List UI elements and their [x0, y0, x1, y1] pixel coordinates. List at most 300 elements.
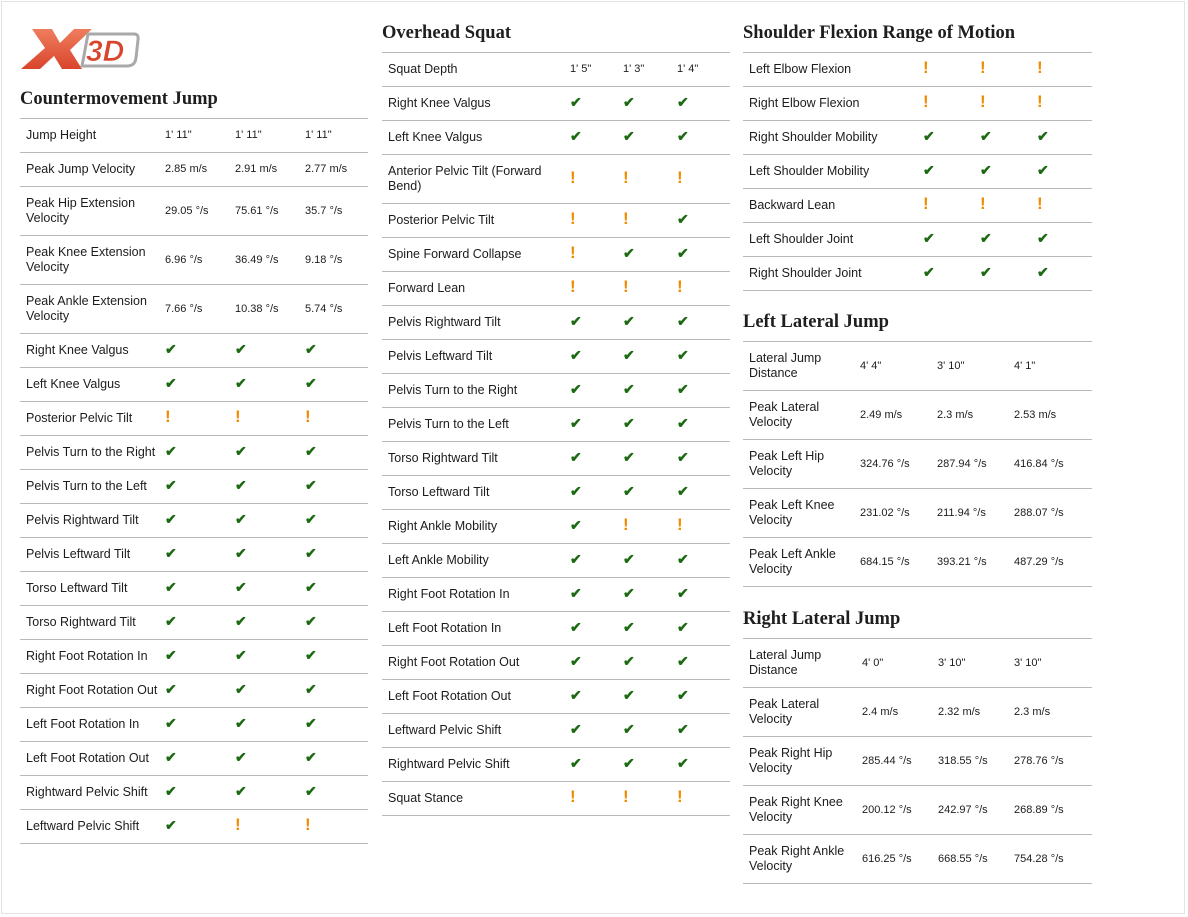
status-cell	[570, 374, 623, 408]
check-icon: ✔	[677, 755, 689, 771]
value-cell: 1' 4"	[677, 53, 730, 87]
check-icon: ✔	[570, 517, 582, 533]
value-cell: 75.61 °/s	[235, 187, 305, 236]
status-cell	[677, 510, 730, 544]
check-icon: ✔	[923, 162, 935, 178]
table-row	[382, 155, 730, 204]
section-title: Shoulder Flexion Range of Motion	[743, 23, 1016, 43]
check-icon: ✔	[235, 545, 247, 561]
status-cell	[677, 408, 730, 442]
section-title: Countermovement Jump	[20, 89, 218, 109]
check-icon: ✔	[677, 347, 689, 363]
status-cell	[570, 238, 623, 272]
status-cell	[677, 578, 730, 612]
status-cell	[305, 504, 368, 538]
table-row	[382, 544, 730, 578]
status-cell	[1037, 223, 1092, 257]
row-label: Leftward Pelvic Shift	[20, 810, 165, 844]
table-row	[20, 606, 368, 640]
row-label: Pelvis Rightward Tilt	[382, 306, 570, 340]
value-cell: 2.77 m/s	[305, 153, 368, 187]
check-icon: ✔	[305, 715, 317, 731]
table-row	[20, 153, 368, 187]
warning-icon: !	[623, 787, 629, 806]
check-icon: ✔	[570, 347, 582, 363]
value-cell: 2.4 m/s	[862, 688, 938, 737]
check-icon: ✔	[623, 347, 635, 363]
check-icon: ✔	[165, 715, 177, 731]
value-cell: 754.28 °/s	[1014, 835, 1092, 884]
row-label: Pelvis Turn to the Right	[20, 436, 165, 470]
value-cell: 2.3 m/s	[1014, 688, 1092, 737]
status-cell	[1037, 53, 1092, 87]
status-cell	[623, 748, 677, 782]
table-row	[382, 408, 730, 442]
value-cell: 668.55 °/s	[938, 835, 1014, 884]
status-cell	[623, 442, 677, 476]
row-label: Right Knee Valgus	[382, 87, 570, 121]
status-cell	[305, 640, 368, 674]
status-cell	[623, 306, 677, 340]
table-row	[20, 810, 368, 844]
check-icon: ✔	[235, 579, 247, 595]
value-cell: 4' 1"	[1014, 342, 1092, 391]
table-row	[20, 640, 368, 674]
status-cell	[570, 272, 623, 306]
value-cell: 2.32 m/s	[938, 688, 1014, 737]
value-cell: 393.21 °/s	[937, 538, 1014, 587]
status-cell	[623, 544, 677, 578]
check-icon: ✔	[677, 449, 689, 465]
status-cell	[305, 674, 368, 708]
check-icon: ✔	[165, 375, 177, 391]
value-cell: 231.02 °/s	[860, 489, 937, 538]
check-icon: ✔	[923, 230, 935, 246]
warning-icon: !	[980, 194, 986, 213]
check-icon: ✔	[305, 545, 317, 561]
status-cell	[165, 504, 235, 538]
row-label: Pelvis Turn to the Left	[382, 408, 570, 442]
warning-icon: !	[235, 407, 241, 426]
check-icon: ✔	[623, 755, 635, 771]
status-cell	[677, 155, 730, 204]
check-icon: ✔	[623, 381, 635, 397]
table-row	[743, 786, 1092, 835]
status-cell	[623, 272, 677, 306]
check-icon: ✔	[305, 647, 317, 663]
check-icon: ✔	[677, 721, 689, 737]
check-icon: ✔	[305, 341, 317, 357]
status-cell	[305, 334, 368, 368]
check-icon: ✔	[623, 721, 635, 737]
status-cell	[923, 155, 980, 189]
row-label: Torso Rightward Tilt	[382, 442, 570, 476]
value-cell: 2.91 m/s	[235, 153, 305, 187]
check-icon: ✔	[570, 313, 582, 329]
check-icon: ✔	[677, 653, 689, 669]
status-cell	[570, 646, 623, 680]
status-cell	[980, 189, 1037, 223]
table-row	[382, 442, 730, 476]
status-cell	[235, 538, 305, 572]
status-cell	[1037, 189, 1092, 223]
status-cell	[623, 374, 677, 408]
status-cell	[923, 223, 980, 257]
check-icon: ✔	[165, 579, 177, 595]
table-body	[743, 342, 1092, 587]
status-cell	[305, 470, 368, 504]
table-body	[20, 119, 368, 844]
table-row	[382, 204, 730, 238]
table-row	[382, 87, 730, 121]
table-body	[743, 639, 1092, 884]
status-cell	[235, 640, 305, 674]
section-title: Overhead Squat	[382, 23, 512, 43]
check-icon: ✔	[623, 551, 635, 567]
value-cell: 1' 11"	[235, 119, 305, 153]
check-icon: ✔	[165, 545, 177, 561]
row-label: Posterior Pelvic Tilt	[20, 402, 165, 436]
status-cell	[980, 53, 1037, 87]
row-label: Left Foot Rotation Out	[20, 742, 165, 776]
value-cell: 2.53 m/s	[1014, 391, 1092, 440]
status-cell	[980, 87, 1037, 121]
value-cell: 1' 3"	[623, 53, 677, 87]
status-cell	[623, 578, 677, 612]
warning-icon: !	[570, 243, 576, 262]
status-cell	[305, 368, 368, 402]
row-label: Peak Lateral Velocity	[743, 391, 860, 440]
check-icon: ✔	[165, 749, 177, 765]
table-row	[743, 53, 1092, 87]
value-cell: 4' 0"	[862, 639, 938, 688]
status-cell	[570, 510, 623, 544]
row-label: Left Foot Rotation In	[382, 612, 570, 646]
status-cell	[235, 470, 305, 504]
check-icon: ✔	[570, 653, 582, 669]
status-cell	[570, 121, 623, 155]
check-icon: ✔	[165, 817, 177, 833]
row-label: Right Foot Rotation Out	[382, 646, 570, 680]
value-cell: 2.85 m/s	[165, 153, 235, 187]
x3d-logo	[18, 26, 140, 72]
warning-icon: !	[923, 58, 929, 77]
value-cell: 318.55 °/s	[938, 737, 1014, 786]
row-label: Pelvis Leftward Tilt	[20, 538, 165, 572]
row-label: Right Foot Rotation Out	[20, 674, 165, 708]
table-row	[743, 121, 1092, 155]
table-row	[20, 572, 368, 606]
row-label: Peak Hip Extension Velocity	[20, 187, 165, 236]
row-label: Pelvis Turn to the Left	[20, 470, 165, 504]
check-icon: ✔	[570, 755, 582, 771]
check-icon: ✔	[305, 579, 317, 595]
check-icon: ✔	[623, 313, 635, 329]
check-icon: ✔	[165, 511, 177, 527]
check-icon: ✔	[677, 245, 689, 261]
table-row	[743, 440, 1092, 489]
table-row	[20, 436, 368, 470]
check-icon: ✔	[165, 783, 177, 799]
status-cell	[1037, 257, 1092, 291]
status-cell	[677, 374, 730, 408]
check-icon: ✔	[235, 443, 247, 459]
status-cell	[677, 238, 730, 272]
status-cell	[677, 306, 730, 340]
table-row	[743, 189, 1092, 223]
row-label: Peak Left Knee Velocity	[743, 489, 860, 538]
table-row	[743, 737, 1092, 786]
status-cell	[623, 87, 677, 121]
table-row	[382, 272, 730, 306]
table-row	[743, 257, 1092, 291]
status-cell	[235, 402, 305, 436]
warning-icon: !	[570, 167, 576, 187]
status-cell	[165, 606, 235, 640]
check-icon: ✔	[235, 477, 247, 493]
status-cell	[677, 544, 730, 578]
row-label: Torso Leftward Tilt	[20, 572, 165, 606]
shoulder-flexion-table	[743, 52, 1092, 291]
table-row	[382, 53, 730, 87]
check-icon: ✔	[305, 511, 317, 527]
warning-icon: !	[923, 92, 929, 111]
table-row	[382, 646, 730, 680]
check-icon: ✔	[570, 449, 582, 465]
table-row	[382, 510, 730, 544]
status-cell	[305, 436, 368, 470]
status-cell	[677, 272, 730, 306]
status-cell	[165, 334, 235, 368]
status-cell	[570, 748, 623, 782]
warning-icon: !	[623, 277, 629, 296]
check-icon: ✔	[570, 128, 582, 144]
check-icon: ✔	[235, 341, 247, 357]
row-label: Left Foot Rotation Out	[382, 680, 570, 714]
right-lateral-jump-table	[743, 638, 1092, 884]
warning-icon: !	[1037, 194, 1043, 213]
value-cell: 6.96 °/s	[165, 236, 235, 285]
check-icon: ✔	[623, 245, 635, 261]
status-cell	[570, 680, 623, 714]
status-cell	[165, 402, 235, 436]
check-icon: ✔	[570, 381, 582, 397]
status-cell	[570, 782, 623, 816]
row-label: Left Elbow Flexion	[743, 53, 923, 87]
status-cell	[677, 646, 730, 680]
check-icon: ✔	[623, 687, 635, 703]
check-icon: ✔	[923, 264, 935, 280]
value-cell: 1' 11"	[305, 119, 368, 153]
warning-icon: !	[1037, 58, 1043, 77]
value-cell: 684.15 °/s	[860, 538, 937, 587]
table-row	[20, 119, 368, 153]
check-icon: ✔	[165, 647, 177, 663]
status-cell	[677, 340, 730, 374]
status-cell	[235, 674, 305, 708]
value-cell: 278.76 °/s	[1014, 737, 1092, 786]
warning-icon: !	[235, 815, 241, 834]
table-row	[20, 334, 368, 368]
warning-icon: !	[570, 277, 576, 296]
value-cell: 288.07 °/s	[1014, 489, 1092, 538]
table-row	[20, 504, 368, 538]
status-cell	[305, 810, 368, 844]
check-icon: ✔	[623, 483, 635, 499]
check-icon: ✔	[980, 264, 992, 280]
table-row	[20, 708, 368, 742]
row-label: Squat Depth	[382, 53, 570, 87]
row-label: Left Ankle Mobility	[382, 544, 570, 578]
value-cell: 5.74 °/s	[305, 285, 368, 334]
check-icon: ✔	[305, 477, 317, 493]
check-icon: ✔	[980, 162, 992, 178]
status-cell	[570, 476, 623, 510]
warning-icon: !	[980, 58, 986, 77]
status-cell	[623, 155, 677, 204]
check-icon: ✔	[570, 483, 582, 499]
status-cell	[677, 612, 730, 646]
check-icon: ✔	[165, 443, 177, 459]
status-cell	[980, 257, 1037, 291]
check-icon: ✔	[623, 449, 635, 465]
check-icon: ✔	[570, 687, 582, 703]
check-icon: ✔	[677, 585, 689, 601]
check-icon: ✔	[305, 681, 317, 697]
status-cell	[1037, 121, 1092, 155]
status-cell	[1037, 155, 1092, 189]
check-icon: ✔	[570, 585, 582, 601]
table-row	[743, 688, 1092, 737]
check-icon: ✔	[570, 94, 582, 110]
status-cell	[923, 87, 980, 121]
table-row	[743, 835, 1092, 884]
value-cell: 487.29 °/s	[1014, 538, 1092, 587]
row-label: Backward Lean	[743, 189, 923, 223]
check-icon: ✔	[165, 681, 177, 697]
status-cell	[165, 674, 235, 708]
table-row	[743, 87, 1092, 121]
row-label: Right Knee Valgus	[20, 334, 165, 368]
table-row	[382, 612, 730, 646]
status-cell	[235, 572, 305, 606]
row-label: Left Foot Rotation In	[20, 708, 165, 742]
table-row	[20, 285, 368, 334]
check-icon: ✔	[980, 128, 992, 144]
row-label: Peak Ankle Extension Velocity	[20, 285, 165, 334]
row-label: Left Knee Valgus	[20, 368, 165, 402]
table-body	[743, 53, 1092, 291]
status-cell	[980, 121, 1037, 155]
table-row	[20, 402, 368, 436]
status-cell	[570, 306, 623, 340]
status-cell	[677, 680, 730, 714]
check-icon: ✔	[235, 715, 247, 731]
value-cell: 324.76 °/s	[860, 440, 937, 489]
check-icon: ✔	[923, 128, 935, 144]
status-cell	[623, 408, 677, 442]
table-row	[20, 368, 368, 402]
check-icon: ✔	[677, 128, 689, 144]
status-cell	[623, 238, 677, 272]
status-cell	[923, 53, 980, 87]
status-cell	[623, 714, 677, 748]
check-icon: ✔	[677, 551, 689, 567]
row-label: Torso Leftward Tilt	[382, 476, 570, 510]
check-icon: ✔	[623, 415, 635, 431]
status-cell	[165, 640, 235, 674]
table-row	[743, 155, 1092, 189]
status-cell	[305, 776, 368, 810]
table-row	[20, 776, 368, 810]
status-cell	[235, 810, 305, 844]
value-cell: 616.25 °/s	[862, 835, 938, 884]
row-label: Pelvis Rightward Tilt	[20, 504, 165, 538]
value-cell: 36.49 °/s	[235, 236, 305, 285]
status-cell	[623, 204, 677, 238]
row-label: Anterior Pelvic Tilt (Forward Bend)	[382, 155, 570, 204]
status-cell	[677, 476, 730, 510]
value-cell: 287.94 °/s	[937, 440, 1014, 489]
table-row	[382, 748, 730, 782]
status-cell	[305, 742, 368, 776]
check-icon: ✔	[980, 230, 992, 246]
check-icon: ✔	[235, 613, 247, 629]
check-icon: ✔	[235, 783, 247, 799]
table-row	[382, 578, 730, 612]
row-label: Lateral Jump Distance	[743, 342, 860, 391]
check-icon: ✔	[305, 749, 317, 765]
row-label: Peak Left Hip Velocity	[743, 440, 860, 489]
table-row	[382, 714, 730, 748]
status-cell	[235, 742, 305, 776]
value-cell: 3' 10"	[937, 342, 1014, 391]
check-icon: ✔	[165, 477, 177, 493]
row-label: Posterior Pelvic Tilt	[382, 204, 570, 238]
check-icon: ✔	[305, 443, 317, 459]
value-cell: 4' 4"	[860, 342, 937, 391]
warning-icon: !	[305, 815, 311, 834]
row-label: Left Shoulder Joint	[743, 223, 923, 257]
row-label: Peak Right Knee Velocity	[743, 786, 862, 835]
table-row	[20, 742, 368, 776]
warning-icon: !	[623, 515, 629, 534]
warning-icon: !	[165, 407, 171, 426]
check-icon: ✔	[677, 687, 689, 703]
row-label: Torso Rightward Tilt	[20, 606, 165, 640]
check-icon: ✔	[1037, 128, 1049, 144]
status-cell	[235, 334, 305, 368]
status-cell	[1037, 87, 1092, 121]
row-label: Spine Forward Collapse	[382, 238, 570, 272]
status-cell	[305, 708, 368, 742]
check-icon: ✔	[677, 483, 689, 499]
check-icon: ✔	[235, 749, 247, 765]
value-cell: 1' 5"	[570, 53, 623, 87]
check-icon: ✔	[235, 375, 247, 391]
status-cell	[165, 436, 235, 470]
status-cell	[623, 476, 677, 510]
row-label: Squat Stance	[382, 782, 570, 816]
check-icon: ✔	[623, 619, 635, 635]
check-icon: ✔	[570, 551, 582, 567]
row-label: Right Foot Rotation In	[382, 578, 570, 612]
status-cell	[165, 538, 235, 572]
row-label: Pelvis Turn to the Right	[382, 374, 570, 408]
value-cell: 3' 10"	[1014, 639, 1092, 688]
status-cell	[623, 612, 677, 646]
row-label: Peak Lateral Velocity	[743, 688, 862, 737]
